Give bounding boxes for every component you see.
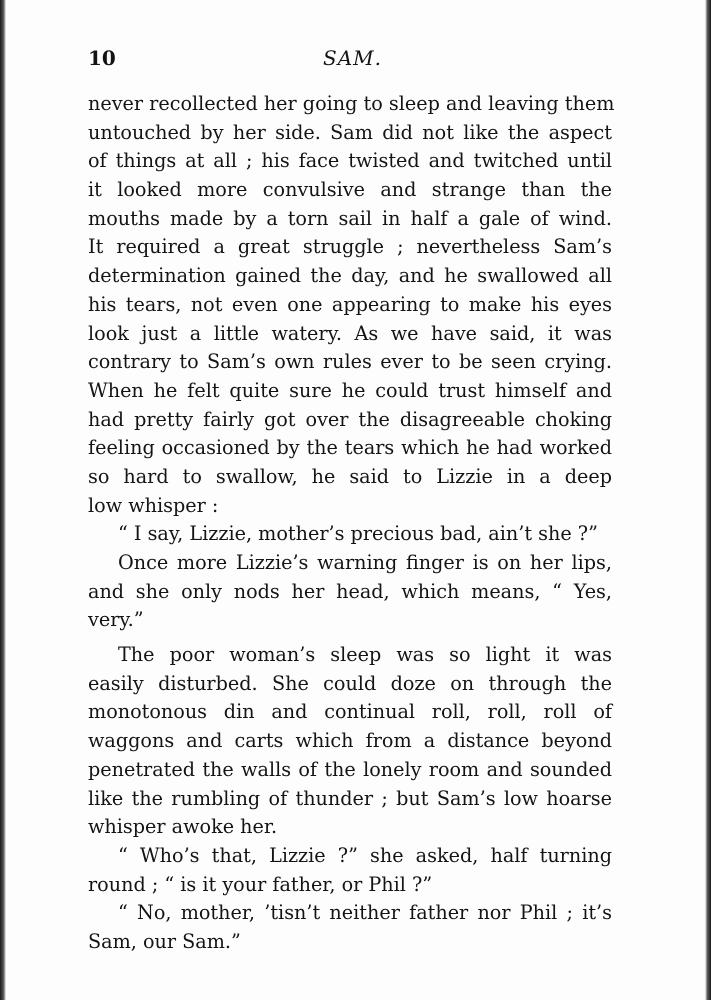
text-line: easily disturbed. She could doze on through the [88,671,612,695]
text-line: round ; “ is it your father, or Phil ?” [88,872,433,896]
page-edge-left [0,0,6,1000]
text-line: Sam, our Sam.” [88,929,241,953]
text-line: determination gained the day, and he swallowed all [88,264,612,288]
text-line: whisper awoke her. [88,815,278,839]
text-line: never recollected her going to sleep and leaving them [88,92,615,115]
text-line: Once more Lizzie’s warning finger is on her lips, [118,551,612,574]
text-line: had pretty fairly got over the disagreeable choking [88,407,612,431]
page-header [88,46,612,76]
text-line: so hard to swallow, he said to Lizzie in a deep [88,464,612,488]
dialogue-line: “ I say, Lizzie, mother’s precious bad, ain’t she ?” [118,522,598,546]
text-line: his tears, not even one appearing to make his eyes [88,292,612,316]
dialogue-line: “ No, mother, ’tisn’t neither father nor Phil ; it’s [118,901,612,925]
page-number: 10 [88,46,116,70]
dialogue-line: “ Who’s that, Lizzie ?” she asked, half turning [118,843,612,867]
text-line: very.” [88,608,144,632]
text-line: feeling occasioned by the tears which he had worked [88,436,612,460]
text-line: When he felt quite sure he could trust himself and [88,378,612,402]
text-line: like the rumbling of thunder ; but Sam’s low hoarse [88,786,612,810]
running-head: SAM. [323,46,382,70]
text-line: penetrated the walls of the lonely room and sounded [88,757,612,781]
page-edge-right [705,0,711,1000]
text-line: monotonous din and continual roll, roll, roll of [88,700,612,724]
text-line: The poor woman’s sleep was so light it was [118,643,612,667]
text-line: of things at all ; his face twisted and twitched until [88,149,612,173]
text-line: waggons and carts which from a distance beyond [88,729,612,753]
text-line: contrary to Sam’s own rules ever to be seen crying. [88,350,612,374]
body-text [88,90,615,957]
text-line: mouths made by a torn sail in half a gale of wind. [88,206,612,230]
text-line: low whisper : [88,493,219,517]
text-line: and she only nods her head, which means, “ Yes, [88,579,612,603]
text-line: it looked more convulsive and strange than the [88,178,612,202]
text-line: untouched by her side. Sam did not like the aspect [88,120,612,144]
text-line: look just a little watery. As we have said, it was [88,321,612,345]
text-line: It required a great struggle ; nevertheless Sam’s [88,235,612,259]
